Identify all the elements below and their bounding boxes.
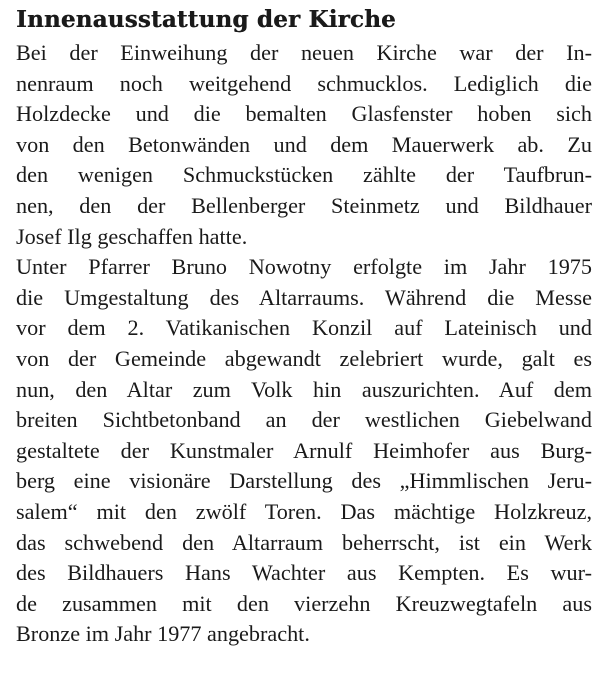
text-line: breiten Sichtbetonband an der westlichen Giebelwand [16,407,592,433]
text-line: das schwebend den Altarraum beherrscht, ist ein Werk [16,529,592,555]
section-heading: Innenausstattung der Kirche [16,6,396,33]
text-line: nen, den der Bellenberger Steinmetz und Bildhauer [16,192,592,218]
text-line: Josef Ilg geschaffen hatte. [16,223,248,249]
document-page [16,4,592,650]
paragraph-2 [16,252,592,650]
text-line: Bronze im Jahr 1977 angebracht. [16,621,310,647]
text-line: vor dem 2. Vatikanischen Konzil auf Lateinisch und [16,315,592,341]
text-line: den wenigen Schmuckstücken zählte der Taufbrun- [16,162,592,188]
text-line: die Umgestaltung des Altarraums. Während die Messe [16,284,592,310]
paragraph-1 [16,38,592,252]
text-line: Bei der Einweihung der neuen Kirche war der In- [16,40,592,65]
text-line: nenraum noch weitgehend schmucklos. Lediglich die [16,70,592,96]
text-line: nun, den Altar zum Volk hin auszurichten. Auf dem [16,376,592,402]
text-line: Holzdecke und die bemalten Glasfenster hoben sich [16,101,592,127]
text-line: von den Betonwänden und dem Mauerwerk ab. Zu [16,131,592,157]
text-line: salem“ mit den zwölf Toren. Das mächtige Holzkreuz, [16,498,592,524]
text-line: de zusammen mit den vierzehn Kreuzwegtafeln aus [16,590,592,616]
text-line: von der Gemeinde abgewandt zelebriert wurde, galt es [16,345,592,371]
text-line: gestaltete der Kunstmaler Arnulf Heimhofer aus Burg- [16,437,592,463]
text-line: Unter Pfarrer Bruno Nowotny erfolgte im Jahr 1975 [16,254,592,280]
text-line: des Bildhauers Hans Wachter aus Kempten. Es wur- [16,560,592,586]
text-line: berg eine visionäre Darstellung des „Himmlischen Jeru- [16,468,592,494]
